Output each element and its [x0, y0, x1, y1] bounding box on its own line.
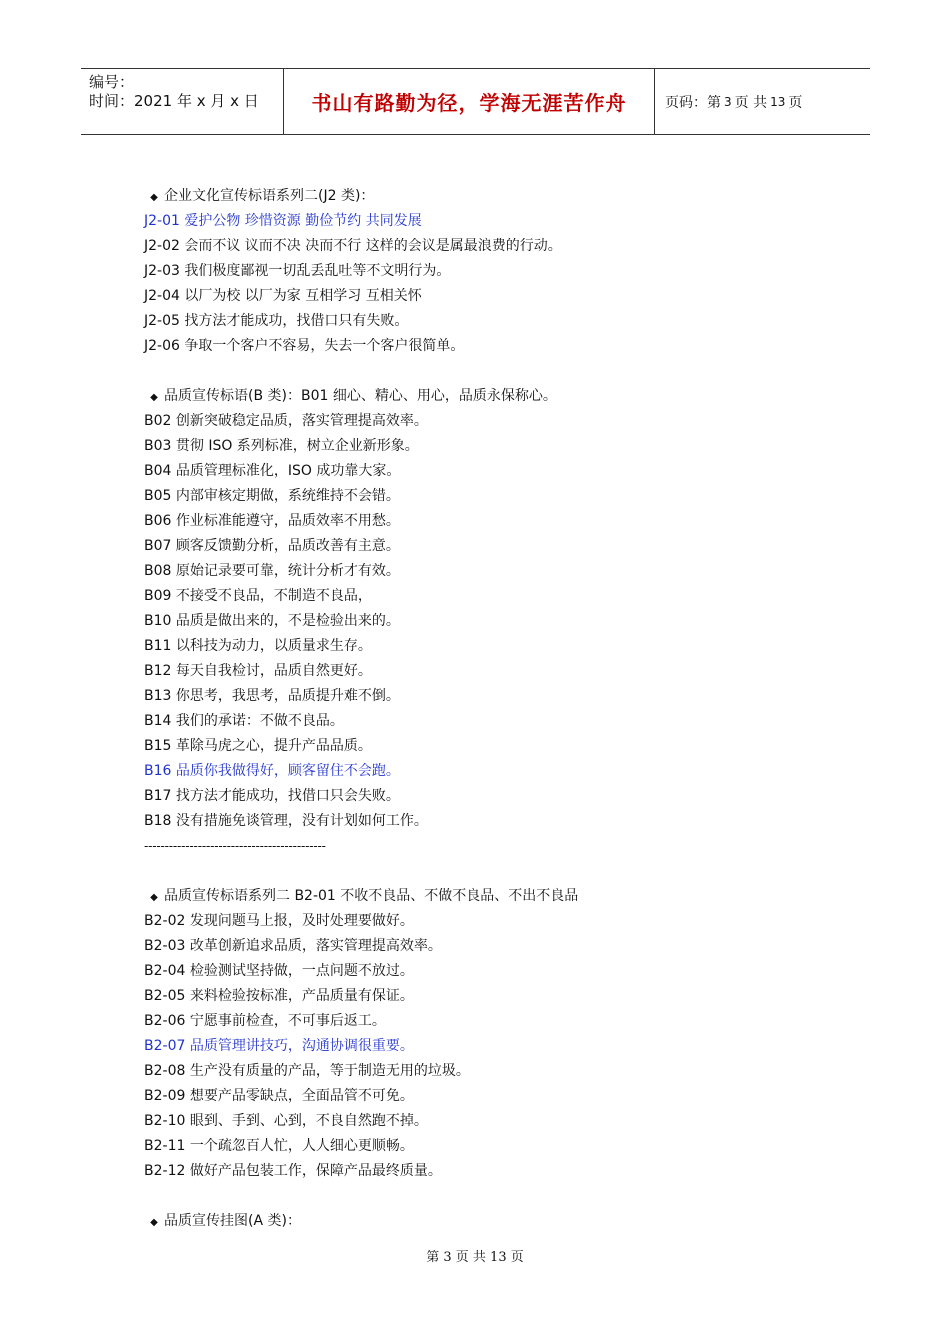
section-heading: [144, 1209, 844, 1234]
header-motto: 书山有路勤为径，学海无涯苦作舟: [283, 69, 655, 134]
slogan-code: B11: [144, 638, 176, 654]
slogan-code: B06: [144, 513, 176, 529]
slogan-code: J2-04: [144, 288, 185, 304]
section-gap: [144, 859, 844, 884]
slogan-text: 每天自我检讨，品质自然更好。: [175, 663, 372, 679]
slogan-line: [144, 259, 844, 284]
slogan-code: B09: [144, 588, 176, 604]
slogan-text: 原始记录要可靠，统计分析才有效。: [175, 563, 400, 579]
slogan-text: 生产没有质量的产品，等于制造无用的垃圾。: [189, 1063, 470, 1079]
slogan-line: [144, 409, 844, 434]
slogan-code: B14: [144, 713, 176, 729]
slogan-text: 革除马虎之心，提升产品品质。: [175, 738, 372, 754]
slogan-text: 做好产品包装工作，保障产品最终质量。: [189, 1163, 442, 1179]
slogan-text: 创新突破稳定品质，落实管理提高效率。: [175, 413, 428, 429]
slogan-line: [144, 1109, 844, 1134]
slogan-code: J2-01: [144, 213, 185, 229]
slogan-text: 品质宣传挂图(A 类)：: [164, 1213, 301, 1229]
slogan-text: 想要产品零缺点，全面品管不可免。: [189, 1088, 414, 1104]
slogan-text: 宁愿事前检查，不可事后返工。: [189, 1013, 386, 1029]
section-gap: [144, 359, 844, 384]
slogan-text: 一个疏忽百人忙，人人细心更顺畅。: [189, 1138, 414, 1154]
page-footer: 第 3 页 共 13 页: [426, 1250, 524, 1265]
slogan-text: 我们的承诺：不做不良品。: [175, 713, 344, 729]
slogan-line: [144, 959, 844, 984]
slogan-text: 品质管理标准化，ISO 成功靠大家。: [175, 463, 401, 479]
slogan-line: [144, 1084, 844, 1109]
slogan-line: [144, 309, 844, 334]
header-meta: [81, 69, 283, 134]
slogan-text: 没有措施免谈管理，没有计划如何工作。: [175, 813, 428, 829]
slogan-line: [144, 684, 844, 709]
slogan-text: 作业标准能遵守，品质效率不用愁。: [175, 513, 400, 529]
slogan-text: 你思考，我思考，品质提升难不倒。: [175, 688, 400, 704]
slogan-code: B13: [144, 688, 176, 704]
page-prefix: 页码：第: [665, 94, 721, 111]
section-heading: [144, 884, 844, 909]
section-heading: [144, 384, 844, 409]
diamond-bullet-icon: ◆: [150, 892, 158, 903]
slogan-code: B12: [144, 663, 176, 679]
slogan-text: 我们极度鄙视一切乱丢乱吐等不文明行为。: [184, 263, 451, 279]
header-page-indicator: [655, 69, 870, 134]
slogan-line: [144, 734, 844, 759]
page-total: 13: [770, 94, 786, 109]
slogan-code: B08: [144, 563, 176, 579]
slogan-line: [144, 709, 844, 734]
diamond-bullet-icon: ◆: [150, 392, 158, 403]
slogan-line: [144, 609, 844, 634]
slogan-text: 顾客反馈勤分析，品质改善有主意。: [175, 538, 400, 554]
slogan-code: B2-06: [144, 1013, 190, 1029]
slogan-code: B03: [144, 438, 176, 454]
slogan-line: [144, 1009, 844, 1034]
slogan-code: B02: [144, 413, 176, 429]
slogan-line: [144, 1034, 844, 1059]
slogan-code: B2-07: [144, 1038, 190, 1054]
slogan-code: J2-03: [144, 263, 185, 279]
slogan-text: 来料检验按标准，产品质量有保证。: [189, 988, 414, 1004]
slogan-text: --------------------------------------------: [144, 839, 326, 853]
slogan-code: B05: [144, 488, 176, 504]
slogan-line: [144, 909, 844, 934]
slogan-text: 争取一个客户不容易，失去一个客户很简单。: [184, 338, 465, 354]
slogan-text: 找方法才能成功，找借口只会失败。: [175, 788, 400, 804]
slogan-line: [144, 284, 844, 309]
slogan-code: B04: [144, 463, 176, 479]
document-body: [144, 184, 844, 1234]
slogan-code: B2-08: [144, 1063, 190, 1079]
slogan-code: B2-03: [144, 938, 190, 954]
slogan-line: [144, 759, 844, 784]
slogan-line: [144, 659, 844, 684]
slogan-line: [144, 334, 844, 359]
slogan-code: B2-11: [144, 1138, 190, 1154]
slogan-text: 贯彻 ISO 系列标准，树立企业新形象。: [175, 438, 419, 454]
slogan-line: [144, 509, 844, 534]
page-header: [81, 68, 870, 135]
slogan-line: [144, 1159, 844, 1184]
slogan-code: B2-04: [144, 963, 190, 979]
slogan-line: [144, 434, 844, 459]
slogan-code: B2-12: [144, 1163, 190, 1179]
document-number-label: 编号：: [89, 73, 135, 91]
slogan-code: B17: [144, 788, 176, 804]
slogan-text: 以厂为校 以厂为家 互相学习 互相关怀: [184, 288, 422, 304]
page-middle: 页 共: [734, 94, 768, 111]
slogan-line: [144, 784, 844, 809]
slogan-text: 检验测试坚持做，一点问题不放过。: [189, 963, 414, 979]
document-time: 时间：2021 年 x 月 x 日: [89, 92, 259, 110]
slogan-line: [144, 1134, 844, 1159]
page-number: 3: [724, 94, 732, 109]
slogan-line: [144, 209, 844, 234]
slogan-code: B2-10: [144, 1113, 190, 1129]
diamond-bullet-icon: ◆: [150, 192, 158, 203]
slogan-code: B10: [144, 613, 176, 629]
slogan-line: [144, 484, 844, 509]
slogan-code: B2-09: [144, 1088, 190, 1104]
diamond-bullet-icon: ◆: [150, 1217, 158, 1228]
separator-line: [144, 834, 844, 859]
slogan-text: 品质宣传标语系列二 B2-01 不收不良品、不做不良品、不出不良品: [164, 888, 579, 904]
slogan-code: J2-05: [144, 313, 185, 329]
slogan-line: [144, 534, 844, 559]
page-suffix: 页: [788, 94, 803, 111]
slogan-line: [144, 634, 844, 659]
slogan-text: 会而不议 议而不决 决而不行 这样的会议是属最浪费的行动。: [184, 238, 562, 254]
slogan-text: 以科技为动力，以质量求生存。: [175, 638, 372, 654]
slogan-text: 不接受不良品，不制造不良品，: [175, 588, 372, 604]
slogan-text: 品质你我做得好，顾客留住不会跑。: [175, 763, 400, 779]
slogan-text: 爱护公物 珍惜资源 勤俭节约 共同发展: [184, 213, 422, 229]
slogan-line: [144, 459, 844, 484]
slogan-text: 发现问题马上报，及时处理要做好。: [189, 913, 414, 929]
slogan-line: [144, 234, 844, 259]
slogan-line: [144, 584, 844, 609]
slogan-code: B15: [144, 738, 176, 754]
slogan-text: 品质宣传标语(B 类)：B01 细心、精心、用心，品质永保称心。: [164, 388, 557, 404]
section-gap: [144, 1184, 844, 1209]
slogan-code: B16: [144, 763, 176, 779]
slogan-code: J2-06: [144, 338, 185, 354]
slogan-text: 品质是做出来的，不是检验出来的。: [175, 613, 400, 629]
slogan-line: [144, 984, 844, 1009]
slogan-text: 内部审核定期做，系统维持不会错。: [175, 488, 400, 504]
slogan-text: 眼到、手到、心到，不良自然跑不掉。: [189, 1113, 428, 1129]
slogan-text: 品质管理讲技巧，沟通协调很重要。: [189, 1038, 414, 1054]
section-heading: [144, 184, 844, 209]
slogan-text: 改革创新追求品质，落实管理提高效率。: [189, 938, 442, 954]
slogan-line: [144, 1059, 844, 1084]
slogan-line: [144, 934, 844, 959]
slogan-code: J2-02: [144, 238, 185, 254]
slogan-code: B18: [144, 813, 176, 829]
slogan-code: B07: [144, 538, 176, 554]
slogan-line: [144, 559, 844, 584]
slogan-line: [144, 809, 844, 834]
slogan-text: 找方法才能成功，找借口只有失败。: [184, 313, 409, 329]
slogan-code: B2-05: [144, 988, 190, 1004]
slogan-text: 企业文化宣传标语系列二(J2 类)：: [164, 188, 375, 204]
slogan-code: B2-02: [144, 913, 190, 929]
